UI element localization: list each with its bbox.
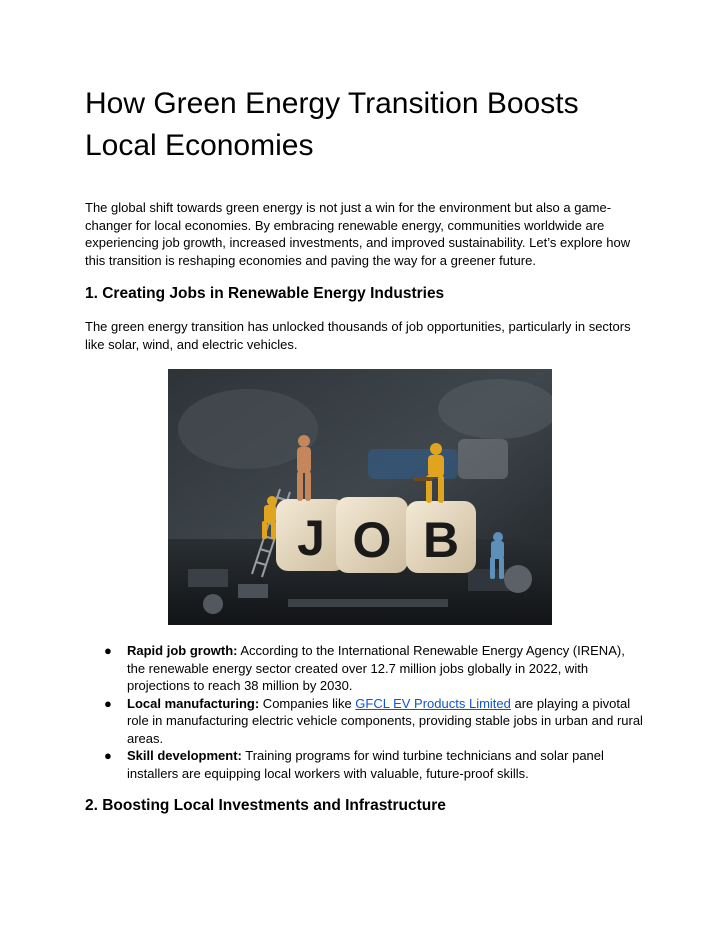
bullet-list (104, 642, 644, 782)
bullet-glyph: ● (104, 695, 112, 711)
photo-illustration (168, 369, 552, 625)
bullet-text: According to the International Renewable Energy Agency (IRENA), the renewable energy sector created over 12.7 million jobs globally in 2022, with projections to reach 38 million by 2030. (127, 643, 625, 693)
bullet-item-job-growth (104, 642, 644, 695)
job-blocks-photo (168, 369, 552, 625)
bullet-text-post: are playing a pivotal role in manufacturing electric vehicle components, providing stable jobs in urban and rural areas. (127, 695, 643, 746)
bullet-glyph: ● (104, 748, 112, 763)
svg-text:O: O (352, 512, 392, 568)
svg-text:J: J (297, 510, 325, 566)
bullet-item-skill-development (104, 747, 644, 782)
bullet-item-local-manufacturing (104, 695, 644, 748)
article-title: How Green Energy Transition Boosts Local Economies (85, 87, 579, 162)
gfcl-ev-link[interactable]: GFCL EV Products Limited (355, 695, 511, 711)
letter-block-b (406, 501, 476, 573)
section-2-heading: 2. Boosting Local Investments and Infrastructure (85, 797, 446, 814)
svg-text:B: B (422, 512, 460, 568)
bullet-label: Rapid job growth: (127, 643, 238, 658)
section-1-heading: 1. Creating Jobs in Renewable Energy Industries (85, 285, 445, 302)
bullet-text: Training programs for wind turbine technicians and solar panel installers are equipping local workers with valuable, future-proof skills. (127, 748, 604, 781)
letter-block-o (336, 497, 408, 573)
section-1-body: The green energy transition has unlocked thousands of job opportunities, particularly in sectors like solar, wind, and electric vehicles. (85, 319, 631, 352)
letter-block-j (276, 499, 346, 571)
bullet-text-pre: Companies like (259, 695, 356, 711)
intro-paragraph: The global shift towards green energy is not just a win for the environment but also a game-changer for local economies. By embracing renewable energy, communities worldwide are experiencing job growth, increased investments, and improved sustainability. Let’s explore how this transition is reshaping economies and paving the way for a greener future. (85, 200, 631, 268)
bullet-glyph: ● (104, 643, 112, 658)
bullet-label: Local manufacturing: (127, 695, 260, 711)
bullet-label: Skill development: (127, 748, 242, 763)
